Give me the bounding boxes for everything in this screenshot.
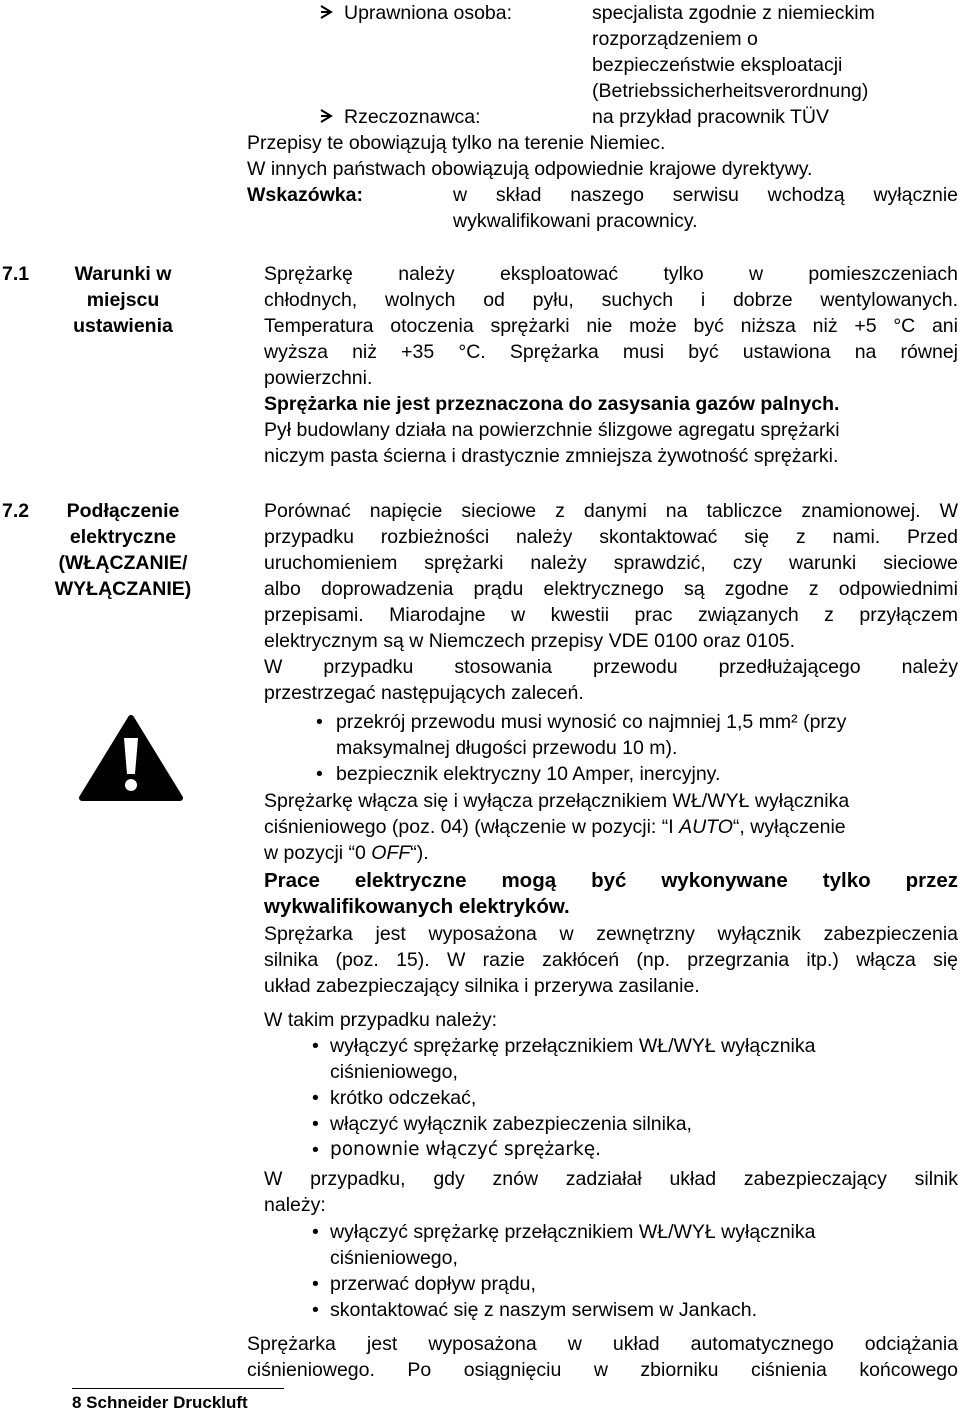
- section-number: 7.1: [2, 263, 30, 285]
- paragraph-line: przepisami. Miarodajne w kwestii prac związanych z przyłączem: [264, 604, 958, 626]
- paragraph-line: powierzchni.: [264, 367, 373, 389]
- list-item: maksymalnej długości przewodu 10 m).: [336, 737, 678, 759]
- list-item: przekrój przewodu musi wynosić co najmniej 1,5 mm² (przy: [336, 711, 847, 733]
- section-number: 7.2: [2, 500, 30, 522]
- paragraph-line: przestrzegać następujących zaleceń.: [264, 682, 584, 704]
- list-item: krótko odczekać,: [330, 1087, 477, 1109]
- paragraph-line: Temperatura otoczenia sprężarki nie może być niższa niż +5 °C ani: [264, 315, 958, 337]
- regulation-line-2: W innych państwach obowiązują odpowiednie krajowe dyrektywy.: [247, 158, 813, 180]
- expert-label: Rzeczoznawca:: [344, 106, 481, 128]
- arrow-bullet-icon: [318, 3, 336, 21]
- paragraph-line: silnika (poz. 15). W razie zakłóceń (np. przegrzania itp.) włącza się: [264, 949, 958, 971]
- bullet-icon: •: [316, 711, 323, 733]
- bullet-icon: •: [312, 1299, 319, 1321]
- section-title-line: (WŁĄCZANIE/: [58, 552, 188, 574]
- list-item: wyłączyć sprężarkę przełącznikiem WŁ/WYŁ wyłącznika: [330, 1221, 816, 1243]
- paragraph-line: Sprężarka jest wyposażona w układ automatycznego odciążania: [247, 1333, 958, 1355]
- section-title: [28, 261, 218, 339]
- list-item: ponownie włączyć sprężarkę.: [330, 1139, 601, 1160]
- list-item: przerwać dopływ prądu,: [330, 1273, 536, 1295]
- paragraph-line: Porównać napięcie sieciowe z danymi na tabliczce znamionowej. W: [264, 500, 958, 522]
- paragraph-line: w pozycji “0 OFF“).: [264, 842, 429, 864]
- bold-paragraph-line: Prace elektryczne mogą być wykonywane tylko przez: [264, 869, 958, 892]
- paragraph-line: W przypadku stosowania przewodu przedłużającego należy: [264, 656, 958, 678]
- paragraph-line: ciśnieniowego (poz. 04) (włączenie w pozycji: “I AUTO“, wyłączenie: [264, 816, 846, 838]
- paragraph-line: W takim przypadku należy:: [264, 1009, 498, 1031]
- expert-value: na przykład pracownik TÜV: [592, 106, 829, 128]
- paragraph-line: uruchomieniem sprężarki należy sprawdzić, czy warunki sieciowe: [264, 552, 958, 574]
- footer-divider: [72, 1388, 284, 1389]
- paragraph-line: należy:: [264, 1194, 326, 1216]
- paragraph-line: chłodnych, wolnych od pyłu, suchych i dobrze wentylowanych.: [264, 289, 958, 311]
- paragraph-line: albo doprowadzenia prądu elektrycznego są zgodne z odpowiednimi: [264, 578, 958, 600]
- list-item: [318, 104, 481, 130]
- paragraph-line: układ zabezpieczający silnika i przerywa zasilanie.: [264, 975, 700, 997]
- section-title-line: ustawienia: [73, 315, 173, 337]
- note-line-2: wykwalifikowani pracownicy.: [453, 210, 698, 232]
- paragraph-line: Sprężarkę włącza się i wyłącza przełącznikiem WŁ/WYŁ wyłącznika: [264, 790, 850, 812]
- list-item: [318, 0, 512, 26]
- bullet-icon: •: [316, 763, 323, 785]
- bullet-icon: •: [312, 1273, 319, 1295]
- paragraph-line: Pył budowlany działa na powierzchnie ślizgowe agregatu sprężarki: [264, 419, 840, 441]
- paragraph-line: Sprężarka jest wyposażona w zewnętrzny wyłącznik zabezpieczenia: [264, 923, 958, 945]
- bullet-icon: •: [312, 1221, 319, 1243]
- list-item: bezpiecznik elektryczny 10 Amper, inercyjny.: [336, 763, 721, 785]
- authorized-person-value-2: rozporządzeniem o: [592, 28, 758, 50]
- note-label: Wskazówka:: [247, 184, 363, 206]
- paragraph-line: wyższa niż +35 °C. Sprężarka musi być ustawiona na równej: [264, 341, 958, 363]
- warning-triangle-icon: [78, 714, 184, 802]
- note-line-1: w skład naszego serwisu wchodzą wyłącznie: [453, 184, 958, 206]
- authorized-person-label: Uprawniona osoba:: [344, 2, 513, 24]
- page-footer: 8 Schneider Druckluft: [72, 1393, 248, 1412]
- list-item: wyłączyć sprężarkę przełącznikiem WŁ/WYŁ wyłącznika: [330, 1035, 816, 1057]
- list-item: włączyć wyłącznik zabezpieczenia silnika,: [330, 1113, 692, 1135]
- section-title: [28, 498, 218, 602]
- paragraph-line: Sprężarkę należy eksploatować tylko w pomieszczeniach: [264, 263, 958, 285]
- paragraph-line: niczym pasta ścierna i drastycznie zmniejsza żywotność sprężarki.: [264, 445, 839, 467]
- bullet-icon: •: [312, 1113, 319, 1135]
- list-item: skontaktować się z naszym serwisem w Jankach.: [330, 1299, 757, 1321]
- arrow-bullet-icon: [318, 107, 336, 125]
- list-item: ciśnieniowego,: [330, 1247, 458, 1269]
- bullet-icon: •: [312, 1035, 319, 1057]
- section-title-line: Warunki w: [74, 263, 172, 285]
- authorized-person-value-4: (Betriebssicherheitsverordnung): [592, 80, 869, 102]
- authorized-person-value-3: bezpieczeństwie eksploatacji: [592, 54, 843, 76]
- paragraph-line: ciśnieniowego. Po osiągnięciu w zbiorniku ciśnienia końcowego: [247, 1359, 958, 1381]
- section-title-line: miejscu: [86, 289, 160, 311]
- paragraph-line: W przypadku, gdy znów zadziałał układ zabezpieczający silnik: [264, 1168, 958, 1190]
- section-title-line: WYŁĄCZANIE): [54, 578, 192, 600]
- paragraph-line: przypadku rozbieżności należy skontaktować się z nami. Przed: [264, 526, 958, 548]
- section-title-line: elektryczne: [69, 526, 177, 548]
- bullet-icon: •: [312, 1087, 319, 1109]
- list-item: ciśnieniowego,: [330, 1061, 458, 1083]
- section-title-line: Podłączenie: [66, 500, 180, 522]
- authorized-person-value-1: specjalista zgodnie z niemieckim: [592, 2, 875, 24]
- paragraph-line: elektrycznym są w Niemczech przepisy VDE 0100 oraz 0105.: [264, 630, 796, 652]
- bullet-icon: •: [312, 1139, 319, 1161]
- regulation-line-1: Przepisy te obowiązują tylko na terenie Niemiec.: [247, 132, 666, 154]
- bold-paragraph-line: wykwalifikowanych elektryków.: [264, 895, 570, 918]
- warning-line: Sprężarka nie jest przeznaczona do zasysania gazów palnych.: [264, 393, 840, 415]
